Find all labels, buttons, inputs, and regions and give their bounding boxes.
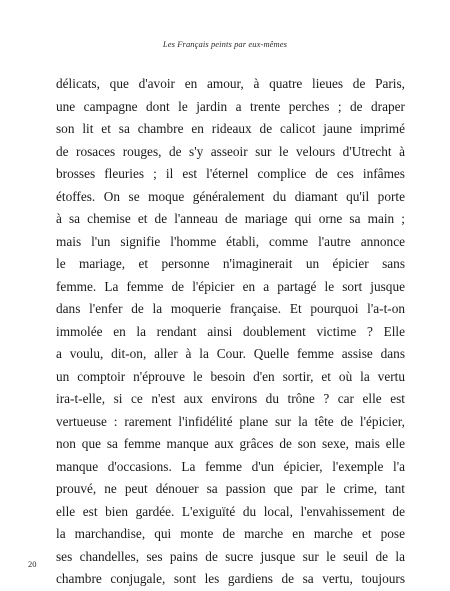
text-line: vertueuse : rarement l'infidélité plane sur la tête de l'épicier, xyxy=(56,413,405,429)
running-head: Les Français peints par eux-mêmes xyxy=(162,39,288,49)
text-line: le mariage, et personne n'imaginerait un épicier sans xyxy=(56,256,405,271)
text-line: étoffes. On se moque généralement du diamant qu'il porte xyxy=(56,188,405,204)
text-line: délicats, que d'avoir en amour, à quatre lieues de Paris, xyxy=(56,76,405,91)
text-line: immolée en la rendant ainsi doublement victime ? Elle xyxy=(56,323,405,339)
body-paragraph xyxy=(56,73,405,591)
text-line: prouvé, ne peut dénouer sa passion que par le crime, tant xyxy=(56,481,405,496)
text-line: elle est bien gardée. L'exiguïté du local, l'envahissement de xyxy=(56,503,405,519)
text-line: une campagne dont le jardin a trente perches ; de draper xyxy=(56,98,405,114)
text-line: son lit et sa chambre en rideaux de calicot jaune imprimé xyxy=(56,121,405,136)
text-line: la marchandise, qui monte de marche en marche et pose xyxy=(56,526,405,541)
text-line: brosses fleuries ; il est l'éternel complice de ces infâmes xyxy=(56,166,405,181)
text-line: ira-t-elle, si ce n'est aux environs du trône ? car elle est xyxy=(56,391,405,406)
text-line: manque d'occasions. La femme d'un épicier, l'exemple l'a xyxy=(56,458,405,474)
text-line: ses chandelles, ses pains de sucre jusque sur le seuil de la xyxy=(56,548,405,564)
text-line: à sa chemise et de l'anneau de mariage qui orne sa main ; xyxy=(56,211,405,226)
text-line: femme. La femme de l'épicier en a partagé le sort jusque xyxy=(56,278,405,294)
page-number: 20 xyxy=(28,559,37,569)
text-line: chambre conjugale, sont les gardiens de sa vertu, toujours xyxy=(56,571,405,586)
text-line: mais l'un signifie l'homme établi, comme l'autre annonce xyxy=(56,233,405,249)
text-line: a voulu, dit-on, aller à la Cour. Quelle femme assise dans xyxy=(56,346,405,361)
text-line: de rosaces rouges, de s'y asseoir sur le velours d'Utrecht à xyxy=(56,143,405,159)
text-line: dans l'enfer de la moquerie française. Et pourquoi l'a-t-on xyxy=(56,301,405,316)
text-line: non que sa femme manque aux grâces de son sexe, mais elle xyxy=(56,436,405,451)
text-line: un comptoir n'éprouve le besoin d'en sortir, et où la vertu xyxy=(56,368,405,384)
